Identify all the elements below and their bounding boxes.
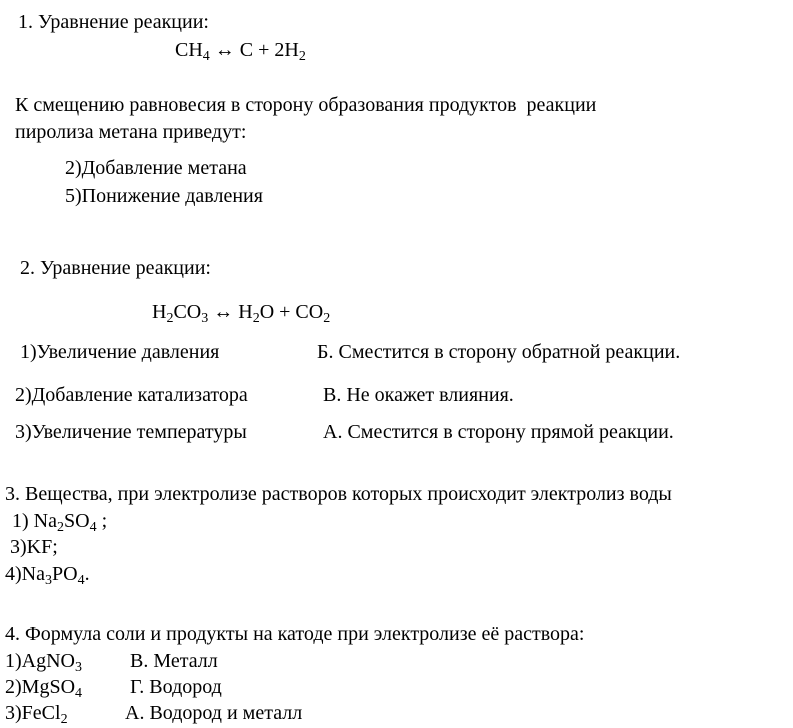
q2-equation: $H_2CO_3$ ↔ $H_2O + CO_2$	[152, 301, 331, 326]
q4-product: В. Металл	[130, 650, 218, 672]
q2-effect: А. Сместится в сторону прямой реакции.	[323, 421, 674, 443]
q3-item: 3)KF;	[10, 536, 58, 558]
q2-effect: Б. Сместится в сторону обратной реакции.	[317, 341, 681, 363]
q2-factor: 3)Увеличение температуры	[15, 421, 247, 443]
q2-factor: 1)Увеличение давления	[20, 341, 220, 363]
q3-item: $4)Na_3PO_4$.	[5, 563, 90, 588]
q1-text-line2: пиролиза метана приведут:	[15, 121, 247, 143]
q4-product: Г. Водород	[130, 676, 222, 698]
q4-salt: 1)AgNO$_3$	[5, 650, 82, 675]
q2-factor: 2)Добавление катализатора	[15, 384, 248, 406]
q3-title: 3. Вещества, при электролизе растворов которых происходит электролиз воды	[5, 483, 672, 505]
q4-title: 4. Формула соли и продукты на катоде при электролизе её раствора:	[5, 623, 585, 645]
q1-equation: $CH_4$ ↔ $C + 2H_2$	[175, 39, 306, 64]
q2-title: 2. Уравнение реакции:	[20, 257, 211, 279]
q1-text-line1: К смещению равновесия в сторону образования продуктов реакции	[15, 94, 597, 116]
q4-product: А. Водород и металл	[125, 702, 303, 724]
q1-title: 1. Уравнение реакции:	[18, 11, 209, 33]
q3-item: 1) $Na_2SO_4$ ;	[12, 510, 108, 535]
q1-answer: 5)Понижение давления	[65, 185, 263, 207]
q2-effect: В. Не окажет влияния.	[323, 384, 514, 406]
q4-salt: 3)FeCl$_2$	[5, 702, 68, 727]
q1-answer: 2)Добавление метана	[65, 157, 247, 179]
q4-salt: 2)MgSO$_4$	[5, 676, 83, 701]
